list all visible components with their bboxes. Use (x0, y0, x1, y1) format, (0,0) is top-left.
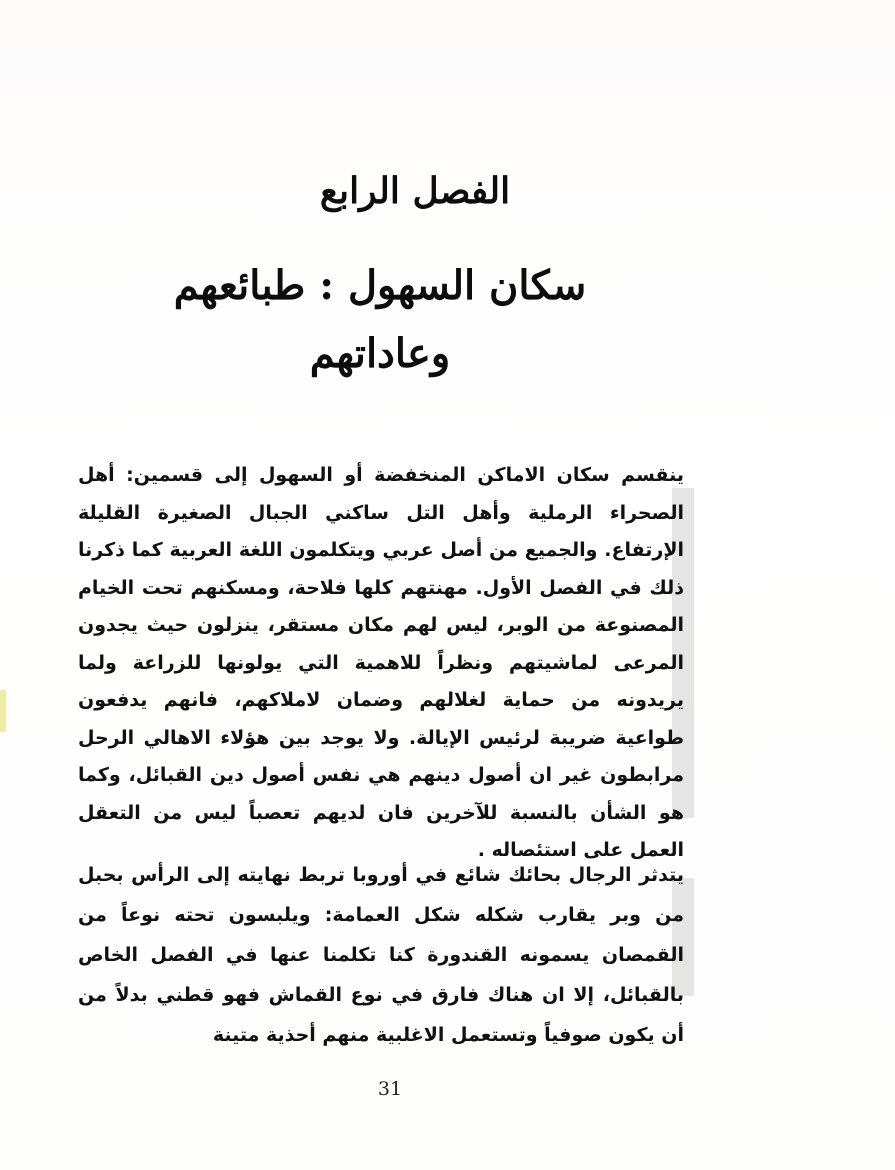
bleed-through-marks (72, 78, 162, 124)
chapter-label: الفصل الرابع (319, 170, 511, 212)
scan-edge-mark (0, 690, 6, 732)
paragraph-1: ينقسم سكان الاماكن المنخفضة أو السهول إلى قسمين: أهل الصحراء الرملية وأهل التل ساكني الجبال الصغيرة القليلة الإرتفاع. والجميع من أصل عربي ويتكلمون اللغة العربية كما ذكرنا ذلك في الفصل الأول. مهنتهم كلها فلاحة، ومسكنهم تحت الخيام المصنوعة من الوبر، ليس لهم مكان مستقر، ينزلون حيث يجدون المرعى لماشيتهم ونظراً للاهمية التي يولونها للزراعة ولما يريدونه من حماية لغلالهم وضمان لاملاكهم، فانهم يدفعون طواعية ضريبة لرئيس الإيالة. ولا يوجد بين هؤلاء الاهالي الرحل مرابطون غير ان أصول دينهم هي نفس أصول دين القبائل، وكما هو الشأن بالنسبة للآخرين فان لديهم تعصباً ليس من التعقل العمل على استئصاله . (78, 464, 684, 861)
page-number: 31 (377, 1078, 403, 1100)
paragraph-2: يتدثر الرجال بحائك شائع في أوروبا تربط نهايته إلى الرأس بحبل من وبر يقارب شكله شكل العمامة: ويلبسون تحته نوعاً من القمصان يسمونه القندورة كنا تكلمنا عنها في الفصل الخاص بالقبائل، إلا ان هناك فارق في نوع القماش فهو قطني بدلاً من أن يكون صوفياً وتستعمل الاغلبية منهم أحذية متينة (78, 864, 684, 1046)
chapter-title: سكان السهول : طبائعهم وعاداتهم (173, 262, 587, 377)
